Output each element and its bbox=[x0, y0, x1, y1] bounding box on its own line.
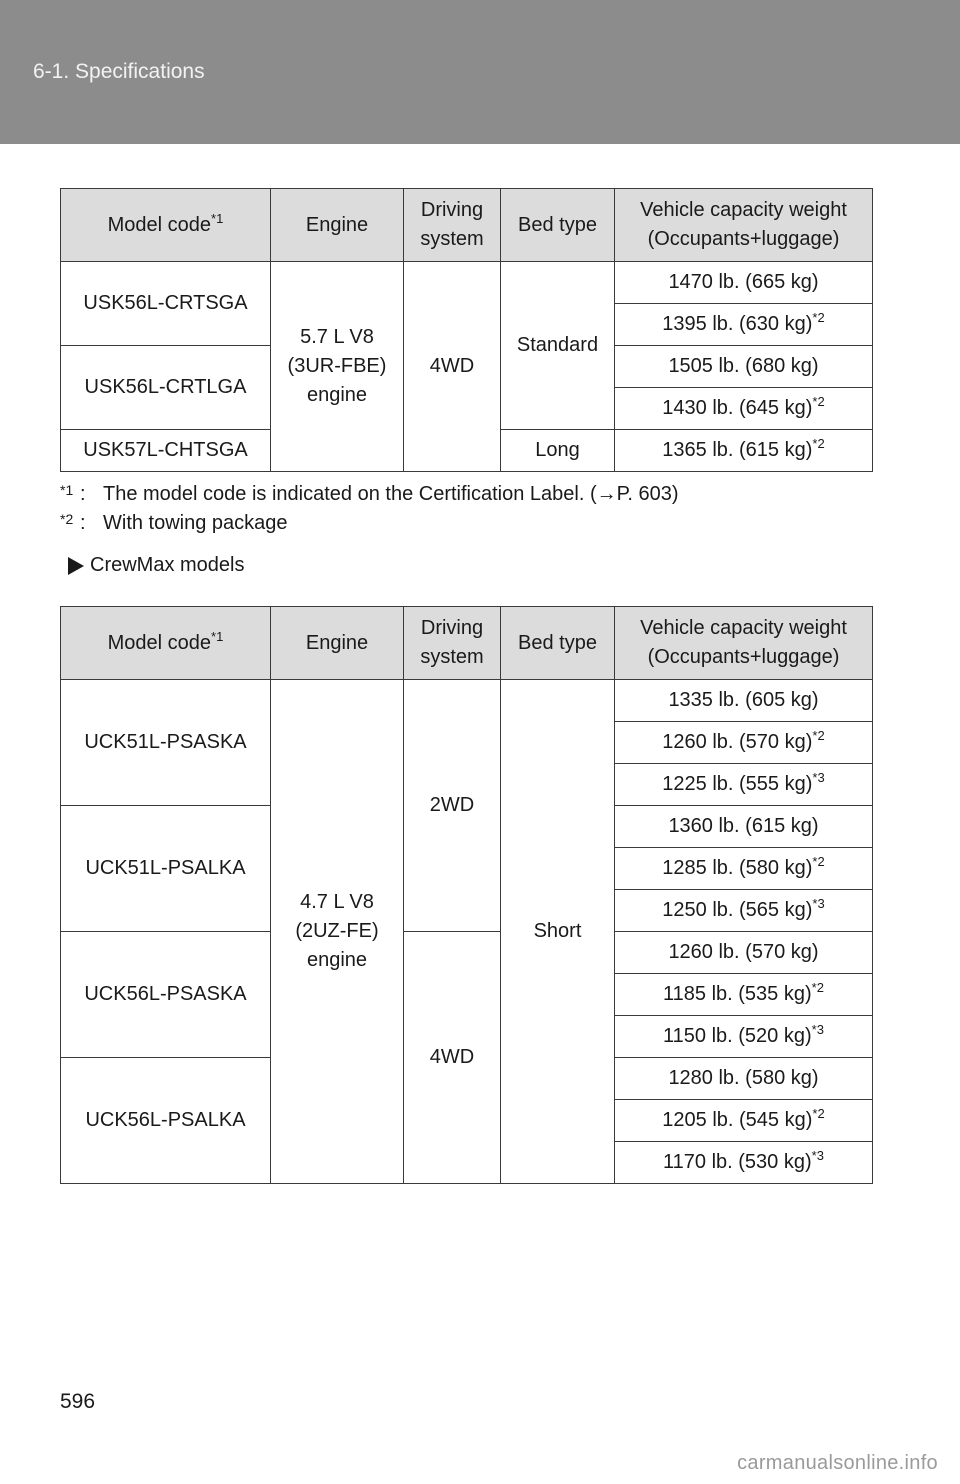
drive-cell: 4WD bbox=[404, 262, 501, 472]
bed-cell: Long bbox=[501, 430, 615, 472]
capacity-table-crewmax bbox=[60, 606, 873, 1184]
table-row bbox=[61, 680, 873, 722]
bed-cell: Short bbox=[501, 680, 615, 1184]
col-bed-type: Bed type bbox=[501, 189, 615, 262]
page-header bbox=[0, 0, 960, 144]
weight-cell: 1360 lb. (615 kg) bbox=[615, 806, 873, 848]
col-capacity-weight: Vehicle capacity weight (Occupants+luggage) bbox=[615, 189, 873, 262]
col-model-code: Model code$^{*1}$ bbox=[61, 189, 271, 262]
weight-cell: 1430 lb. (645 kg)$^{*2}$ bbox=[615, 388, 873, 430]
weight-cell: 1185 lb. (535 kg)$^{*2}$ bbox=[615, 974, 873, 1016]
model-code-cell: UCK56L-PSALKA bbox=[61, 1058, 271, 1184]
arrow-right-icon: → bbox=[596, 483, 617, 505]
weight-cell: 1335 lb. (605 kg) bbox=[615, 680, 873, 722]
footnote-1: *1 : The model code is indicated on the Certification Label. (→P. 603) bbox=[60, 482, 679, 505]
col-bed-type: Bed type bbox=[501, 607, 615, 680]
weight-cell: 1365 lb. (615 kg)$^{*2}$ bbox=[615, 430, 873, 472]
weight-cell: 1260 lb. (570 kg)$^{*2}$ bbox=[615, 722, 873, 764]
watermark: carmanualsonline.info bbox=[737, 1452, 938, 1474]
col-engine: Engine bbox=[271, 189, 404, 262]
col-driving-system: Driving system bbox=[404, 189, 501, 262]
weight-cell: 1280 lb. (580 kg) bbox=[615, 1058, 873, 1100]
capacity-table-standard bbox=[60, 188, 873, 472]
table-header-row bbox=[61, 607, 873, 680]
table-header-row bbox=[61, 189, 873, 262]
weight-cell: 1285 lb. (580 kg)$^{*2}$ bbox=[615, 848, 873, 890]
bed-cell: Standard bbox=[501, 262, 615, 430]
weight-cell: 1505 lb. (680 kg) bbox=[615, 346, 873, 388]
model-code-cell: UCK51L-PSASKA bbox=[61, 680, 271, 806]
weight-cell: 1250 lb. (565 kg)$^{*3}$ bbox=[615, 890, 873, 932]
model-code-cell: UCK51L-PSALKA bbox=[61, 806, 271, 932]
col-engine: Engine bbox=[271, 607, 404, 680]
weight-cell: 1225 lb. (555 kg)$^{*3}$ bbox=[615, 764, 873, 806]
engine-cell: 4.7 L V8 (2UZ-FE) engine bbox=[271, 680, 404, 1184]
col-driving-system: Driving system bbox=[404, 607, 501, 680]
footnotes bbox=[60, 480, 679, 538]
weight-cell: 1470 lb. (665 kg) bbox=[615, 262, 873, 304]
drive-cell: 4WD bbox=[404, 932, 501, 1184]
table-row bbox=[61, 932, 873, 974]
page-number: 596 bbox=[60, 1390, 96, 1413]
weight-cell: 1395 lb. (630 kg)$^{*2}$ bbox=[615, 304, 873, 346]
model-code-cell: USK56L-CRTSGA bbox=[61, 262, 271, 346]
weight-cell: 1205 lb. (545 kg)$^{*2}$ bbox=[615, 1100, 873, 1142]
footnote-2: *2 : With towing package bbox=[60, 511, 288, 534]
section-title: 6-1. Specifications bbox=[33, 60, 205, 83]
model-code-cell: USK56L-CRTLGA bbox=[61, 346, 271, 430]
crewmax-heading: CrewMax models bbox=[68, 554, 244, 577]
drive-cell: 2WD bbox=[404, 680, 501, 932]
model-code-cell: USK57L-CHTSGA bbox=[61, 430, 271, 472]
engine-cell: 5.7 L V8 (3UR-FBE) engine bbox=[271, 262, 404, 472]
weight-cell: 1260 lb. (570 kg) bbox=[615, 932, 873, 974]
triangle-bullet-icon bbox=[68, 557, 84, 575]
weight-cell: 1150 lb. (520 kg)$^{*3}$ bbox=[615, 1016, 873, 1058]
table-row bbox=[61, 262, 873, 304]
weight-cell: 1170 lb. (530 kg)$^{*3}$ bbox=[615, 1142, 873, 1184]
model-code-cell: UCK56L-PSASKA bbox=[61, 932, 271, 1058]
col-model-code: Model code$^{*1}$ bbox=[61, 607, 271, 680]
col-capacity-weight: Vehicle capacity weight (Occupants+luggage) bbox=[615, 607, 873, 680]
